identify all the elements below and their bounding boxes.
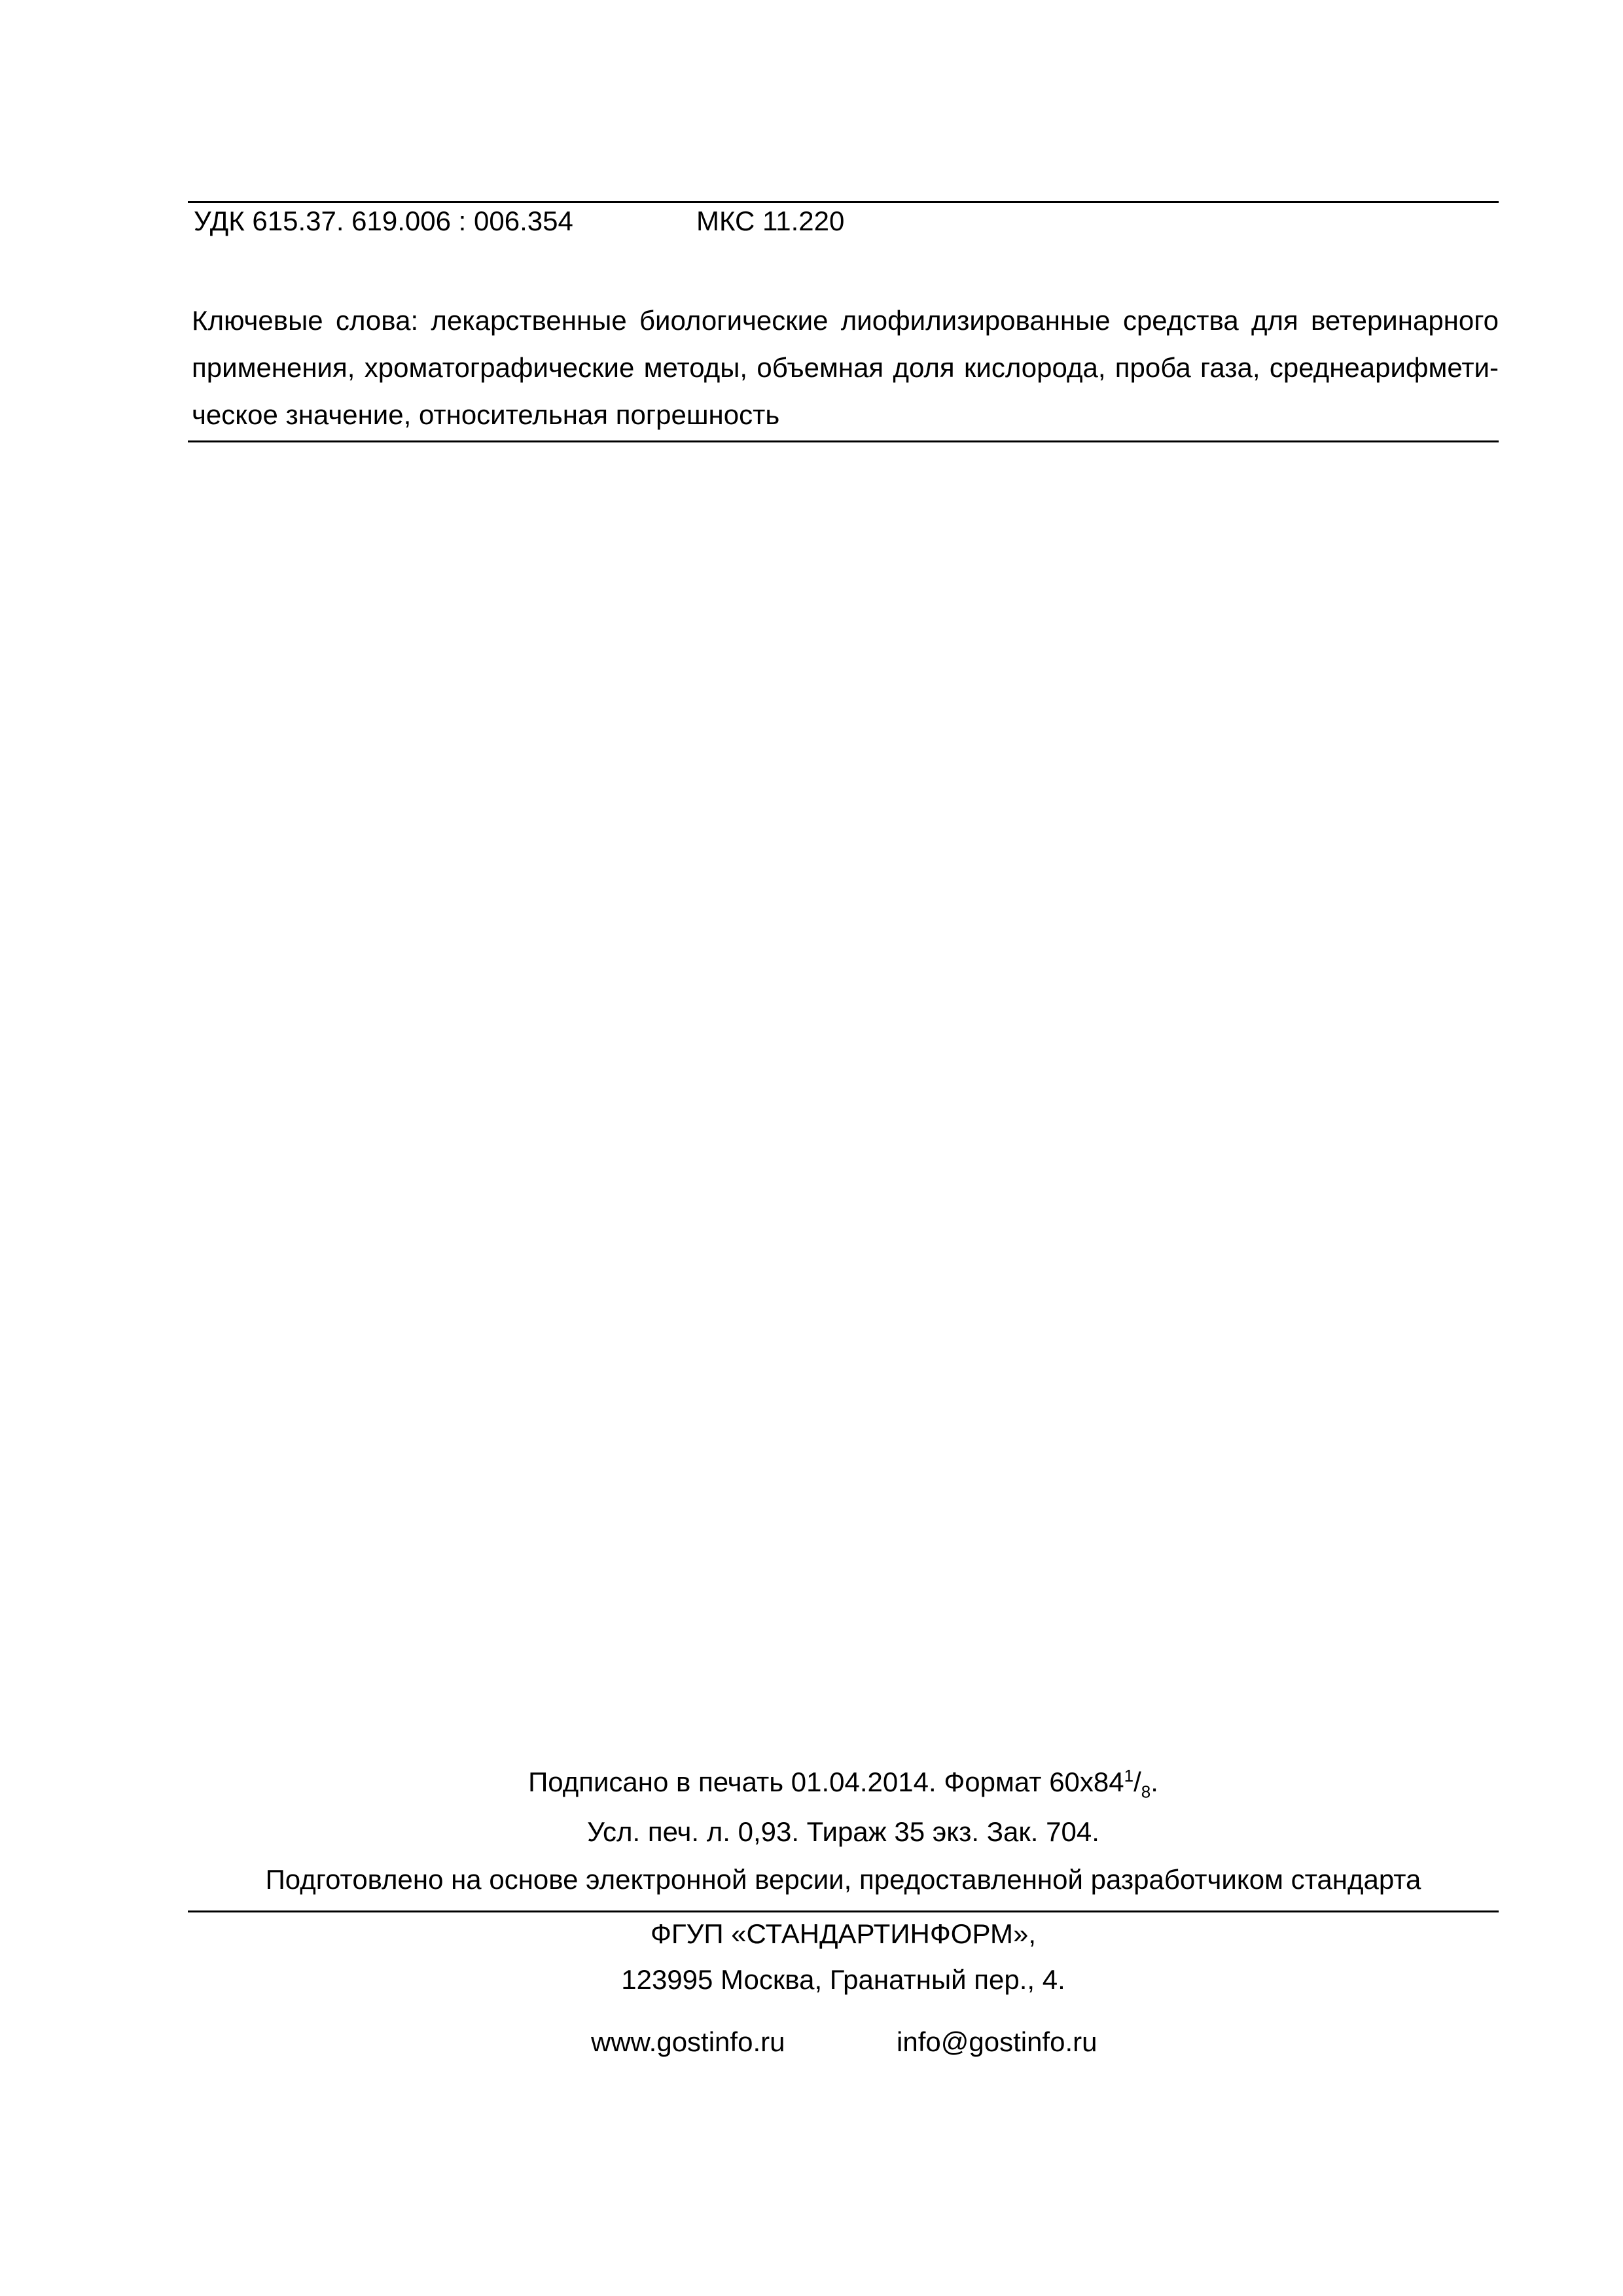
publisher-contacts <box>0 2028 1623 2061</box>
signed-for-print-line <box>188 1766 1499 1802</box>
prepared-line: Подготовлено на основе электронной версии, предоставленной разработчиком стандарта <box>265 1864 1421 1895</box>
mks-code: МКС 11.220 <box>696 206 845 236</box>
keywords-bottom-rule <box>188 440 1499 442</box>
format-numerator: 1 <box>1124 1766 1134 1785</box>
publisher-rule <box>188 1910 1499 1912</box>
format-denominator: 8 <box>1141 1782 1151 1802</box>
format-slash: / <box>1133 1767 1141 1797</box>
top-rule <box>188 201 1499 203</box>
publisher-address: 123995 Москва, Гранатный пер., 4. <box>621 1964 1065 1995</box>
udk-code: УДК 615.37. 619.006 : 006.354 <box>194 206 573 236</box>
signed-for-print-text: Подписано в печать 01.04.2014. Формат 60x84 <box>528 1767 1124 1797</box>
keywords-paragraph: Ключевые слова: лекарственные биологические лиофилизированные средства для ветеринарного применения, хроматографические методы, объемная доля кислорода, проба газа, среднеарифмети-ческое значение, относительная погрешность <box>192 305 1499 430</box>
signed-for-print-end: . <box>1150 1767 1158 1797</box>
email-link[interactable]: info@gostinfo.ru <box>897 2026 1097 2057</box>
print-sheets-line: Усл. печ. л. 0,93. Тираж 35 экз. Зак. 704. <box>587 1816 1099 1847</box>
website-link[interactable]: www.gostinfo.ru <box>591 2026 785 2057</box>
classification-line <box>194 206 845 236</box>
publisher-name: ФГУП «СТАНДАРТИНФОРМ», <box>650 1918 1037 1949</box>
